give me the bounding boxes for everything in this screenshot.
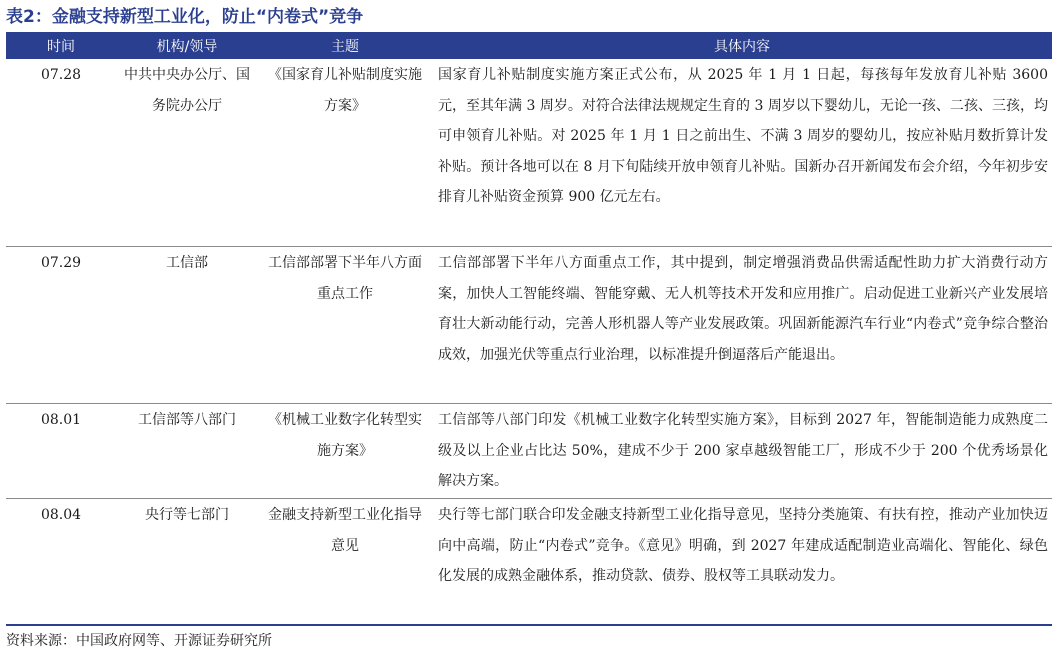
cell-time: 08.04 bbox=[6, 499, 116, 626]
cell-topic: 工信部部署下半年八方面重点工作 bbox=[258, 247, 432, 404]
cell-content: 国家育儿补贴制度实施方案正式公布，从 2025 年 1 月 1 日起，每孩每年发放育儿补贴 3600 元，至其年满 3 周岁。对符合法律法规规定生育的 3 周岁以下婴幼儿，无论一孩、二孩、三孩，均可申领育儿补贴。对 2025 年 1 月 1 日之前出生、不满 3 周岁的婴幼儿，按应补贴月数折算计发补贴。预计各地可以在 8 月下旬陆续开放申领育儿补贴。国新办召开新闻发布会介绍，今年初步安排育儿补贴资金预算 900 亿元左右。 bbox=[432, 59, 1052, 247]
cell-content: 央行等七部门联合印发金融支持新型工业化指导意见，坚持分类施策、有扶有控，推动产业加快迈向中高端，防止“内卷式”竞争。《意见》明确，到 2027 年建成适配制造业高端化、智能化、绿色化发展的成熟金融体系，推动贷款、债券、股权等工具联动发力。 bbox=[432, 499, 1052, 626]
header-time: 时间 bbox=[6, 32, 116, 59]
cell-org: 工信部 bbox=[116, 247, 258, 404]
cell-topic: 金融支持新型工业化指导意见 bbox=[258, 499, 432, 626]
source-note: 资料来源：中国政府网等、开源证券研究所 bbox=[6, 633, 272, 649]
table-row bbox=[6, 247, 1052, 404]
cell-topic: 《国家育儿补贴制度实施方案》 bbox=[258, 59, 432, 247]
cell-org: 工信部等八部门 bbox=[116, 404, 258, 499]
header-org: 机构/领导 bbox=[116, 32, 258, 59]
cell-topic: 《机械工业数字化转型实施方案》 bbox=[258, 404, 432, 499]
table-row bbox=[6, 499, 1052, 626]
table-row bbox=[6, 404, 1052, 499]
header-topic: 主题 bbox=[258, 32, 432, 59]
cell-time: 07.28 bbox=[6, 59, 116, 247]
cell-content: 工信部部署下半年八方面重点工作，其中提到，制定增强消费品供需适配性助力扩大消费行动方案，加快人工智能终端、智能穿戴、无人机等技术开发和应用推广。启动促进工业新兴产业发展培育壮大新动能行动，完善人形机器人等产业发展政策。巩固新能源汽车行业“内卷式”竞争综合整治成效，加强光伏等重点行业治理，以标准提升倒逼落后产能退出。 bbox=[432, 247, 1052, 404]
header-row bbox=[6, 32, 1052, 59]
cell-org: 央行等七部门 bbox=[116, 499, 258, 626]
table-title: 表2：金融支持新型工业化，防止“内卷式”竞争 bbox=[6, 7, 364, 27]
cell-time: 07.29 bbox=[6, 247, 116, 404]
cell-content: 工信部等八部门印发《机械工业数字化转型实施方案》，目标到 2027 年，智能制造能力成熟度二级及以上企业占比达 50%，建成不少于 200 家卓越级智能工厂，形成不少于 200 个优秀场景化解决方案。 bbox=[432, 404, 1052, 499]
policy-table bbox=[6, 32, 1052, 626]
header-content: 具体内容 bbox=[432, 32, 1052, 59]
cell-org: 中共中央办公厅、国务院办公厅 bbox=[116, 59, 258, 247]
table-header bbox=[6, 32, 1052, 59]
table-body bbox=[6, 59, 1052, 625]
table-row bbox=[6, 59, 1052, 247]
cell-time: 08.01 bbox=[6, 404, 116, 499]
